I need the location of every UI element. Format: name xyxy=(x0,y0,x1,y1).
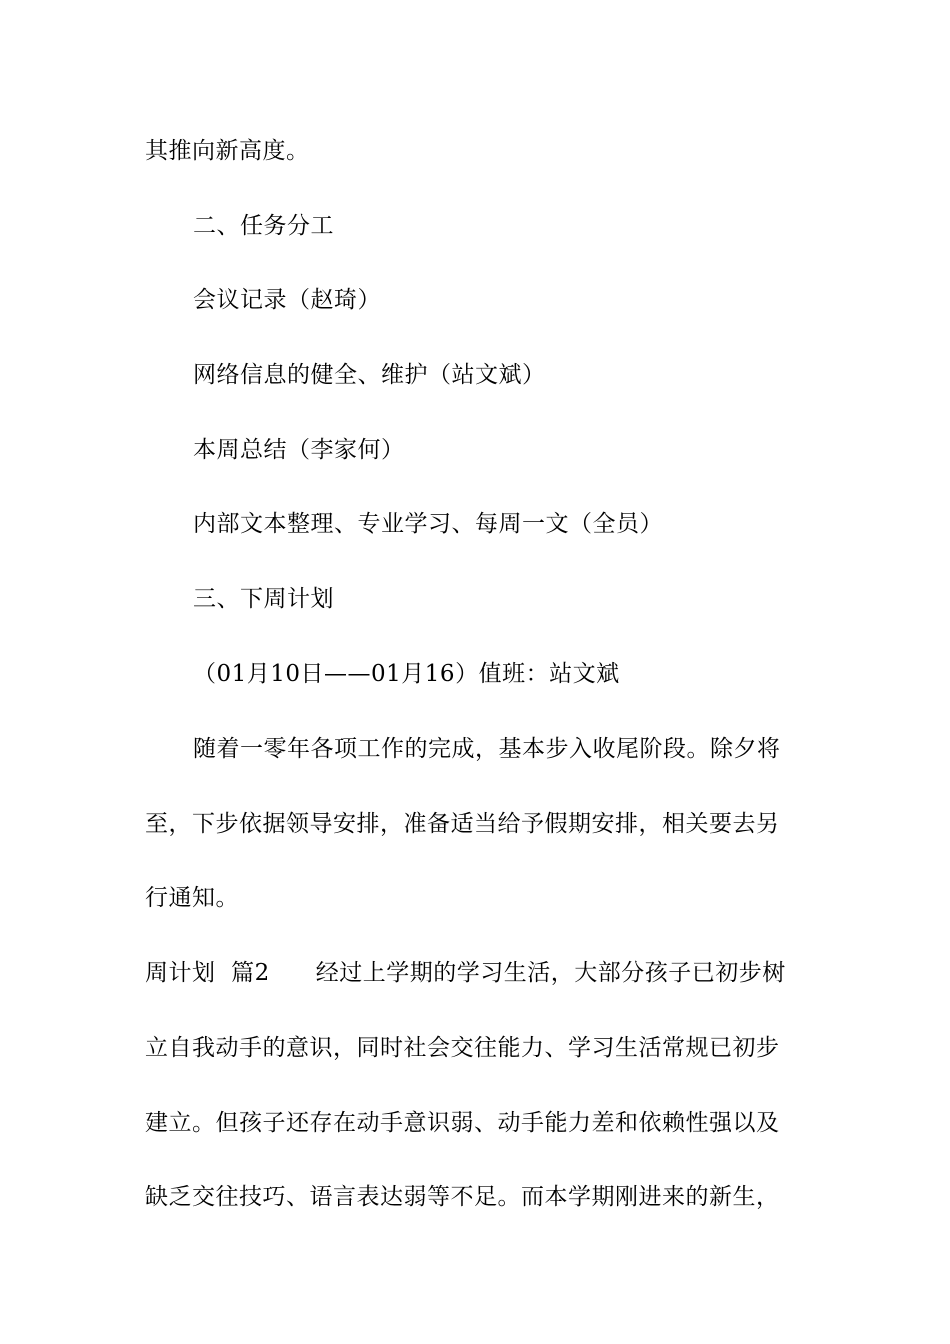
task-item-meeting-minutes: 会议记录（赵琦） xyxy=(193,287,381,313)
paragraph-line: 行通知。 xyxy=(145,885,239,911)
section-2-first-line xyxy=(145,959,786,987)
task-item-weekly-summary: 本周总结（李家何） xyxy=(193,437,405,463)
paragraph-line: 缺乏交往技巧、语言表达弱等不足。而本学期刚进来的新生， xyxy=(145,1184,780,1210)
task-item-internal-docs: 内部文本整理、专业学习、每周一文（全员） xyxy=(193,511,663,537)
paragraph-line: 随着一零年各项工作的完成，基本步入收尾阶段。除夕将 xyxy=(193,736,781,762)
paragraph-line: 其推向新高度。 xyxy=(145,138,310,164)
section-heading-task-division: 二、任务分工 xyxy=(193,213,334,239)
task-item-network-info: 网络信息的健全、维护（站文斌） xyxy=(193,362,546,388)
paragraph-line: 至，下步依据领导安排，准备适当给予假期安排，相关要去另 xyxy=(145,811,780,837)
section-heading-next-week-plan: 三、下周计划 xyxy=(193,586,334,612)
paragraph-line: 立自我动手的意识，同时社会交往能力、学习生活常规已初步 xyxy=(145,1035,780,1061)
paragraph-line: 建立。但孩子还存在动手意识弱、动手能力差和依赖性强以及 xyxy=(145,1110,780,1136)
section-2-text: 经过上学期的学习生活，大部分孩子已初步树 xyxy=(315,960,786,986)
duty-schedule-line: （01月10日——01月16）值班：站文斌 xyxy=(193,661,620,687)
section-2-heading: 周计划 篇2 xyxy=(145,960,270,986)
